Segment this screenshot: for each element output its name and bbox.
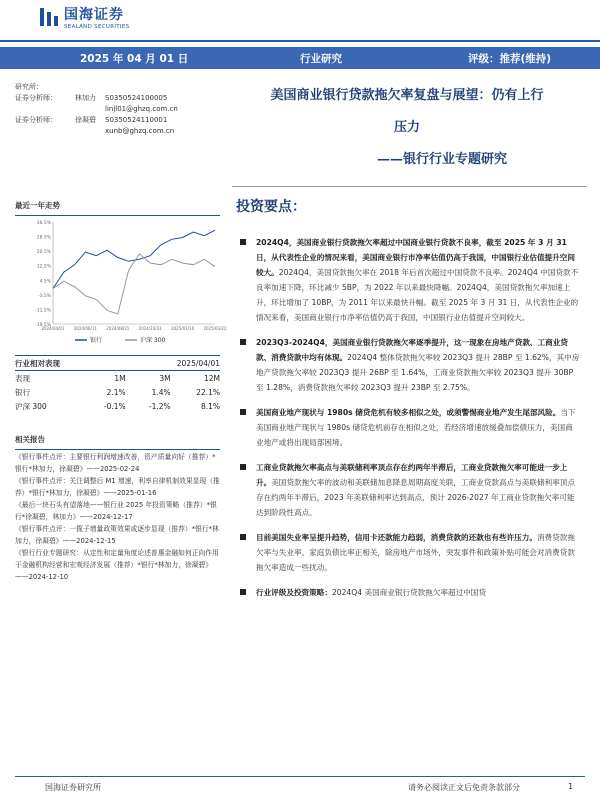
list-item: 美国商业地产现状与 1980s 储贷危机有较多相似之处，或须警惕商业地产发生尾部风险。当下美国商业地产现状与 1980s 储贷危机前存在相似之处，若经济增速放缓叠加偿债压力，美国商业地产或将出现局部困境。 bbox=[240, 405, 580, 450]
brand-name-en: SEALAND SECURITIES bbox=[64, 24, 130, 30]
related-reports bbox=[15, 434, 220, 584]
list-item: 2024Q4，美国商业银行贷款拖欠率超过中国商业银行贷款不良率，截至 2025 年 3 月 31 日，从代表性企业的情况来看，美国商业银行市净率估值仍高于我国，中国银行业估值提升空间较大。2024Q4，美国贷款拖欠率在 2018 年后首次超过中国贷款不良率。2024Q4 中国贷款不良率加速下降，环比减少 5BP，为 2022 年以来最快降幅。2024Q4，美国贷款拖欠率加速上升，环比增加了 10BP，为 2011 年以来最快升幅。截至 2025 年 3 月 31 日，从代表性企业的情况来看，美国商业银行市净率估值仍高于我国，中国银行业估值提升空间较大。 bbox=[240, 235, 580, 325]
table-row: 银行 2.1% 1.4% 22.1% bbox=[15, 387, 220, 397]
analyst-name: 徐凝碧 bbox=[75, 116, 96, 124]
y-tick-label: 36.5% bbox=[36, 221, 51, 226]
legend-index: 沪深 300 bbox=[140, 337, 166, 344]
legend-bank: 银行 bbox=[90, 337, 103, 344]
series-bank-line bbox=[53, 230, 215, 288]
list-item: 行业评级及投资策略：2024Q4 美国商业银行贷款拖欠率超过中国贷 bbox=[240, 585, 580, 600]
y-tick-label: 28.5% bbox=[36, 235, 51, 241]
report-title bbox=[232, 84, 582, 167]
x-tick-label: 2024/06/11 bbox=[73, 326, 97, 331]
related-report-link[interactable]: 《最后一块石头有望落地——银行业 2025 年投资策略（推荐）*银行*徐凝碧，林加力》——2024-12-17 bbox=[15, 500, 217, 521]
y-tick-label: 4.5% bbox=[39, 279, 51, 285]
trend-title: 最近一年走势 bbox=[15, 201, 60, 210]
x-tick-label: 2025/03/22 bbox=[203, 326, 227, 331]
footer-disclaimer: 请务必阅读正文后免责条款部分 bbox=[408, 783, 520, 792]
trend-svg bbox=[15, 214, 227, 344]
related-report-link[interactable]: 《银行事件点评：主要银行利润增速改善，资产质量向好（推荐）*银行*林加力，徐凝碧》——2025-02-24 bbox=[15, 452, 216, 473]
analyst-name: 林加力 bbox=[75, 94, 96, 102]
footer-divider bbox=[15, 776, 585, 777]
series-index-line bbox=[53, 254, 215, 314]
y-tick-label: -3.5% bbox=[37, 293, 51, 299]
trend-chart bbox=[15, 200, 227, 350]
x-tick-label: 2024/04/01 bbox=[41, 326, 65, 331]
y-tick-label: 20.5% bbox=[36, 250, 51, 256]
analyst-row: 证券分析师： 徐凝碧 S0350524110001 bbox=[15, 116, 168, 124]
title-line-1: 美国商业银行贷款拖欠率复盘与展望：仍有上行 bbox=[270, 88, 544, 103]
related-report-link[interactable]: 《银行行业专题研究：从定性和定量角度论述普惠金融如何正向作用于金融机构经营和宏观经济发展（推荐）*银行*林加力，徐凝碧》——2024-12-10 bbox=[15, 549, 219, 581]
related-report-link[interactable]: 《银行事件点评：一揽子增量政策效果或逐步显现（推荐）*银行*林加力，徐凝碧》——2024-12-15 bbox=[15, 525, 219, 545]
logo-mark-icon bbox=[40, 8, 58, 26]
page-number: 1 bbox=[568, 782, 574, 791]
perf-header-row: 表现 1M 3M 12M bbox=[15, 373, 220, 383]
y-tick-label: -19.5% bbox=[35, 323, 51, 328]
list-item: 工商业贷款拖欠率高点与美联储利率顶点存在约两年半滞后，工商业贷款拖欠率可能进一步上升。美国贷款拖欠率的波动和美联储加息降息周期高度关联，工商业贷款高点与美联储利率顶点存在约两年半滞后，2023 年美联储利率达到高点，预计 2026-2027 年工商业贷款拖欠率可能达到阶段性高点。 bbox=[240, 460, 580, 520]
bullet-icon bbox=[240, 464, 246, 470]
report-category: 行业研究 bbox=[300, 53, 342, 65]
y-tick-label: -11.5% bbox=[35, 308, 51, 314]
research-label: 研究所： bbox=[15, 83, 43, 91]
perf-title: 行业相对表现 bbox=[15, 358, 60, 368]
report-date: 2025 年 04 月 01 日 bbox=[80, 53, 189, 65]
related-report-link[interactable]: 《银行事件点评：关注调整后 M1 增速，利率自律机制效果显现（推荐）*银行*林加力，徐凝碧》——2025-01-16 bbox=[15, 476, 220, 497]
bullet-icon bbox=[240, 534, 246, 540]
bullet-icon bbox=[240, 239, 246, 245]
bullet-icon bbox=[240, 589, 246, 595]
bullet-icon bbox=[240, 339, 246, 345]
performance-table bbox=[15, 355, 220, 413]
bullet-icon bbox=[240, 409, 246, 415]
key-points bbox=[240, 235, 580, 610]
analyst-email[interactable]: linjl01@ghzq.com.cn bbox=[105, 105, 178, 113]
x-tick-label: 2024/08/21 bbox=[106, 326, 130, 331]
report-subtitle: ——银行行业专题研究 bbox=[376, 152, 507, 167]
title-line-2: 压力 bbox=[393, 120, 420, 135]
perf-date: 2025/04/01 bbox=[176, 358, 220, 368]
footer-institute: 国海证券研究所 bbox=[45, 783, 101, 792]
y-tick-label: 12.5% bbox=[36, 264, 51, 270]
analyst-license: S0350524100005 bbox=[105, 94, 168, 102]
analyst-row: 证券分析师： 林加力 S0350524100005 bbox=[15, 94, 168, 102]
analyst-email[interactable]: xunb@ghzq.com.cn bbox=[105, 127, 175, 135]
analyst-info bbox=[15, 82, 220, 137]
table-row: 沪深 300 -0.1% -1.2% 8.1% bbox=[15, 401, 220, 411]
list-item: 2023Q3-2024Q4，美国商业银行贷款拖欠率逐季提升，这一现象在房地产贷款、工商业贷款、消费贷款中均有体现。2024Q4 整体贷款拖欠率较 2023Q3 提升 28BP 至 1.62%，其中房地产贷款拖欠率较 2023Q3 提升 26BP 至 1.64%，工商业贷款拖欠率较 2023Q3 提升 30BP 至 1.28%，消费贷款拖欠率较 2023Q3 提升 23BP 至 2.75%。 bbox=[240, 335, 580, 395]
x-tick-label: 2024/10/31 bbox=[138, 326, 162, 331]
brand-logo bbox=[40, 4, 129, 30]
title-divider bbox=[232, 186, 587, 187]
list-item: 目前美国失业率呈提升趋势，信用卡还款能力趋弱，消费贷款的还款也有些许压力。消费贷款拖欠率与失业率、家庭负债比率正相关，除房地产市场外，突发事件和政策补贴可能会对消费贷款拖欠率造成一些扰动。 bbox=[240, 530, 580, 575]
report-rating: 评级：推荐(维持) bbox=[468, 53, 552, 65]
analyst-license: S0350524110001 bbox=[105, 116, 168, 124]
x-tick-label: 2025/01/10 bbox=[171, 326, 195, 331]
brand-name: 国海证券 bbox=[64, 7, 124, 23]
key-points-heading: 投资要点： bbox=[236, 199, 306, 215]
related-title: 相关报告 bbox=[15, 435, 45, 444]
top-divider bbox=[0, 40, 600, 42]
header-banner bbox=[0, 47, 600, 69]
